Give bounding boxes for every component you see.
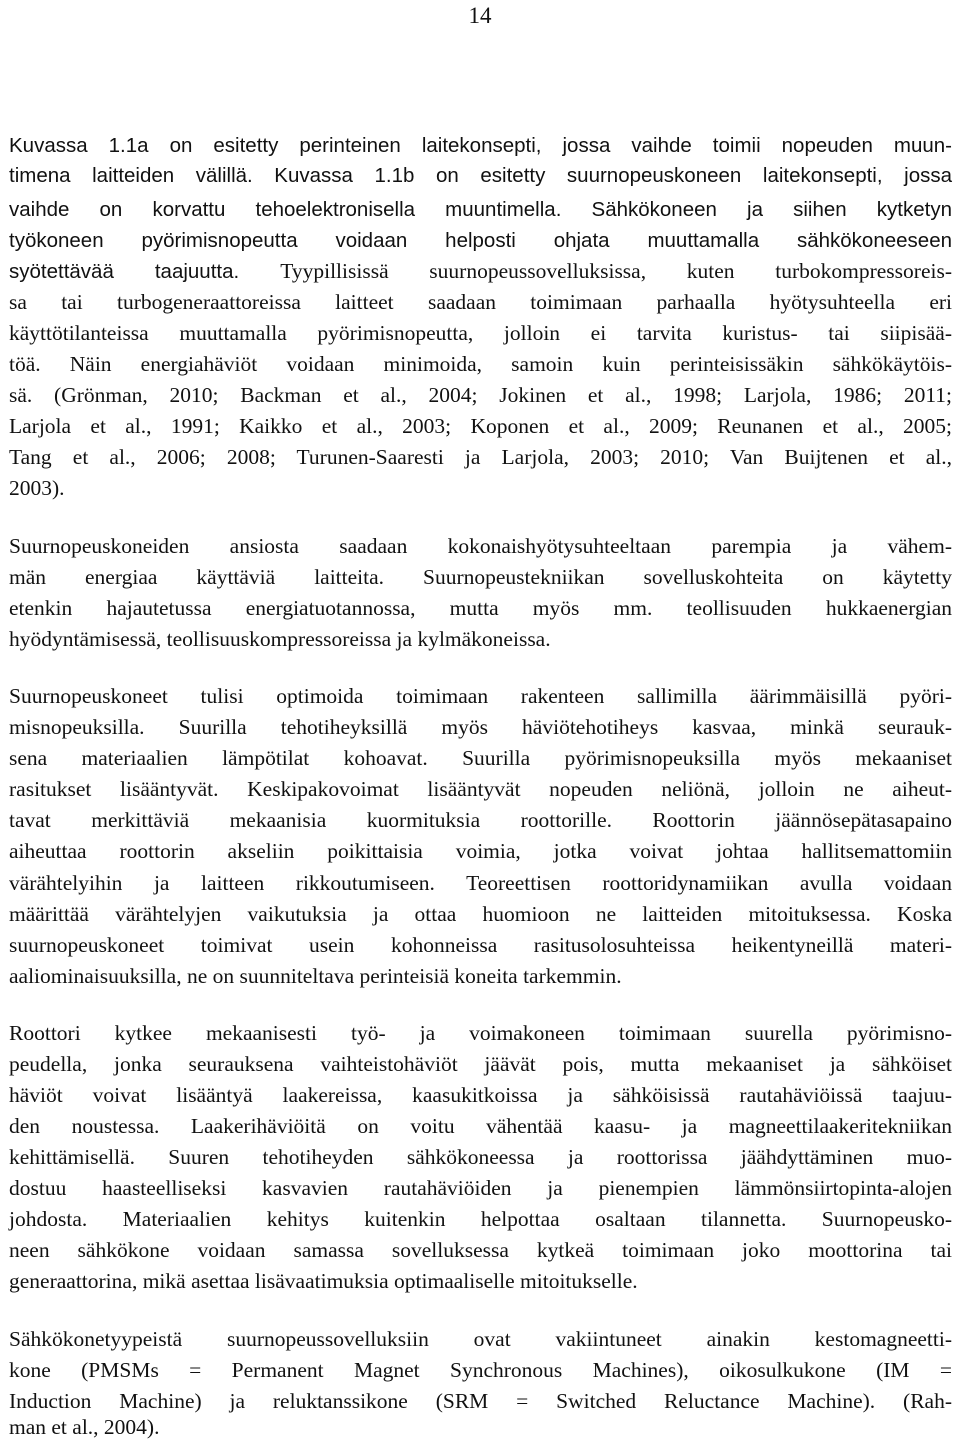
text-line xyxy=(9,194,952,224)
text-segment: syötettävää taajuutta. xyxy=(9,260,281,283)
text-line: määrittää värähtelyjen vaikutuksia ja ottaa huomioon ne laitteiden mitoituksessa. Koska xyxy=(9,902,952,926)
text-line: värähtelyihin ja laitteen rikkoutumiseen. Teoreettisen roottoridynamiikan avulla voidaan xyxy=(9,871,952,895)
text-line: aaliominaisuuksilla, ne on suunniteltava perinteisiä koneita tarkemmin. xyxy=(9,964,622,988)
text-line: kehittämisellä. Suuren tehotiheyden sähkökoneessa ja roottorissa jäähdyttäminen muo- xyxy=(9,1145,952,1169)
text-line: män energiaa käyttäviä laitteita. Suurnopeustekniikan sovelluskohteita on käytetty xyxy=(9,565,952,589)
text-line: johdosta. Materiaalien kehitys kuitenkin helpottaa osaltaan tilannetta. Suurnopeusko- xyxy=(9,1207,952,1231)
text-line: töä. Näin energiahäviöt voidaan minimoida, samoin kuin perinteisissäkin sähkökäytöis- xyxy=(9,352,952,376)
text-segment: työkoneen pyörimisnopeutta voidaan helposti ohjata muuttamalla sähkökoneeseen xyxy=(9,229,952,252)
text-line: hyödyntämisessä, teollisuuskompressoreissa ja kylmäkoneissa. xyxy=(9,627,551,651)
text-line: misnopeuksilla. Suurilla tehotiheyksillä myös häviötehotiheys kasvaa, minkä seurauk- xyxy=(9,715,952,739)
text-line: Sähkökonetyypeistä suurnopeussovelluksiin ovat vakiintuneet ainakin kestomagneetti- xyxy=(9,1327,952,1351)
text-line xyxy=(9,256,952,286)
text-line: neen sähkökone voidaan samassa sovelluksessa kytkeä toimimaan joko moottorina tai xyxy=(9,1238,952,1262)
text-segment: Kuvassa 1.1a on esitetty perinteinen laitekonsepti, jossa vaihde toimii nopeuden muun- xyxy=(9,134,952,157)
text-segment: Tyypillisissä suurnopeussovelluksissa, kuten turbokompressoreis- xyxy=(280,259,952,283)
text-line: käyttötilanteissa muuttamalla pyörimisnopeutta, jolloin ei tarvita kuristus- tai siipisää- xyxy=(9,321,952,345)
text-line: tavat merkittäviä mekaanisia kuormituksia roottorille. Roottorin jäännösepätasapaino xyxy=(9,808,952,832)
text-line xyxy=(9,130,952,160)
text-line: generaattorina, mikä asettaa lisävaatimuksia optimaaliselle mitoitukselle. xyxy=(9,1269,638,1293)
text-line: man et al., 2004). xyxy=(9,1415,160,1439)
text-line: Suurnopeuskoneet tulisi optimoida toimimaan rakenteen sallimilla äärimmäisillä pyöri- xyxy=(9,684,952,708)
text-line: etenkin hajautetussa energiatuotannossa, mutta myös mm. teollisuuden hukkaenergian xyxy=(9,596,952,620)
text-line: Induction Machine) ja reluktanssikone (SRM = Switched Reluctance Machine). (Rah- xyxy=(9,1389,952,1413)
text-line: Suurnopeuskoneiden ansiosta saadaan kokonaishyötysuhteeltaan parempia ja vähem- xyxy=(9,534,952,558)
text-line: peudella, jonka seurauksena vaihteistohäviöt jäävät pois, mutta mekaaniset ja sähköiset xyxy=(9,1052,952,1076)
text-line: Tang et al., 2006; 2008; Turunen-Saaresti ja Larjola, 2003; 2010; Van Buijtenen et al., xyxy=(9,445,952,469)
text-line: 2003). xyxy=(9,476,65,500)
text-line: sa tai turbogeneraattoreissa laitteet saadaan toimimaan parhaalla hyötysuhteella eri xyxy=(9,290,952,314)
text-line: Roottori kytkee mekaanisesti työ- ja voimakoneen toimimaan suurella pyörimisno- xyxy=(9,1021,952,1045)
text-line: Larjola et al., 1991; Kaikko et al., 2003; Koponen et al., 2009; Reunanen et al., 2005; xyxy=(9,414,952,438)
text-line: den noustessa. Laakerihäviöitä on voitu vähentää kaasu- ja magneettilaakeritekniikan xyxy=(9,1114,952,1138)
text-line: rasitukset lisääntyvät. Keskipakovoimat lisääntyvät nopeuden neliönä, jolloin ne aiheut- xyxy=(9,777,952,801)
text-line: häviöt voivat lisääntyä laakereissa, kaasukitkoissa ja sähköisissä rautahäviöissä taajuu- xyxy=(9,1083,952,1107)
text-line xyxy=(9,225,952,255)
text-line: sä. (Grönman, 2010; Backman et al., 2004; Jokinen et al., 1998; Larjola, 1986; 2011; xyxy=(9,383,952,407)
text-line: dostuu haasteelliseksi kasvavien rautahäviöiden ja pienempien lämmönsiirtopinta-alojen xyxy=(9,1176,952,1200)
text-line: sena materiaalien lämpötilat kohoavat. Suurilla pyörimisnopeuksilla myös mekaaniset xyxy=(9,746,952,770)
text-line xyxy=(9,160,952,190)
page-number: 14 xyxy=(468,3,492,28)
text-line: aiheuttaa roottorin akseliin poikittaisia voimia, jotka voivat johtaa hallitsemattomiin xyxy=(9,839,952,863)
text-segment: vaihde on korvattu tehoelektronisella muuntimella. Sähkökoneen ja siihen kytketyn xyxy=(9,198,952,221)
text-line: kone (PMSMs = Permanent Magnet Synchronous Machines), oikosulkukone (IM = xyxy=(9,1358,952,1382)
text-line: suurnopeuskoneet toimivat usein kohonneissa rasitusolosuhteissa heikentyneillä materi- xyxy=(9,933,952,957)
text-segment: timena laitteiden välillä. Kuvassa 1.1b on esitetty suurnopeuskoneen laitekonsepti, jossa xyxy=(9,164,952,187)
